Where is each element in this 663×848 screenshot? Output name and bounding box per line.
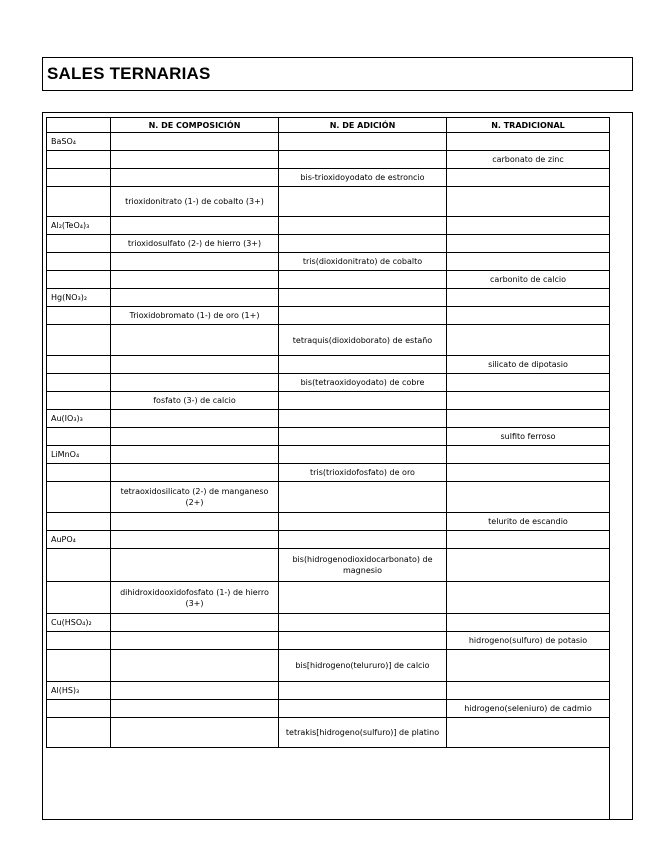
cell-adicion xyxy=(279,289,447,307)
table-row xyxy=(47,289,610,307)
table-row xyxy=(47,356,610,374)
cell-adicion: tris(trioxidofosfato) de oro xyxy=(279,464,447,482)
cell-formula xyxy=(47,428,111,446)
cell-formula xyxy=(47,187,111,217)
cell-composicion xyxy=(111,325,279,356)
cell-composicion: tetraoxidosilicato (2-) de manganeso (2+) xyxy=(111,482,279,513)
table-row xyxy=(47,446,610,464)
cell-formula xyxy=(47,307,111,325)
cell-tradicional xyxy=(447,325,610,356)
cell-composicion: dihidroxidooxidofosfato (1-) de hierro (3+) xyxy=(111,582,279,614)
table-row xyxy=(47,513,610,531)
cell-adicion: bis-trioxidoyodato de estroncio xyxy=(279,169,447,187)
frame-divider-line xyxy=(609,117,610,820)
cell-tradicional xyxy=(447,614,610,632)
header-composicion: N. DE COMPOSICIÓN xyxy=(111,118,279,133)
cell-tradicional xyxy=(447,253,610,271)
header-formula xyxy=(47,118,111,133)
cell-formula xyxy=(47,253,111,271)
cell-tradicional xyxy=(447,187,610,217)
cell-formula: Au(IO₃)₃ xyxy=(47,410,111,428)
cell-adicion xyxy=(279,356,447,374)
cell-composicion: trioxidonitrato (1-) de cobalto (3+) xyxy=(111,187,279,217)
cell-tradicional xyxy=(447,446,610,464)
cell-adicion xyxy=(279,428,447,446)
table-row xyxy=(47,531,610,549)
table-row xyxy=(47,428,610,446)
cell-formula: Al₂(TeO₄)₃ xyxy=(47,217,111,235)
cell-tradicional xyxy=(447,374,610,392)
table-row xyxy=(47,307,610,325)
cell-composicion xyxy=(111,718,279,748)
cell-formula xyxy=(47,582,111,614)
cell-formula xyxy=(47,700,111,718)
cell-formula xyxy=(47,235,111,253)
table-row xyxy=(47,325,610,356)
cell-composicion xyxy=(111,614,279,632)
cell-formula xyxy=(47,325,111,356)
cell-composicion xyxy=(111,289,279,307)
cell-tradicional xyxy=(447,531,610,549)
cell-composicion xyxy=(111,133,279,151)
cell-composicion xyxy=(111,271,279,289)
table-row xyxy=(47,582,610,614)
cell-composicion xyxy=(111,513,279,531)
cell-adicion xyxy=(279,614,447,632)
cell-composicion xyxy=(111,650,279,682)
table-row xyxy=(47,718,610,748)
cell-adicion: tetrakis[hidrogeno(sulfuro)] de platino xyxy=(279,718,447,748)
cell-formula xyxy=(47,151,111,169)
table-row xyxy=(47,464,610,482)
cell-formula xyxy=(47,718,111,748)
cell-adicion: bis(tetraoxidoyodato) de cobre xyxy=(279,374,447,392)
cell-formula xyxy=(47,482,111,513)
cell-adicion: bis(hidrogenodioxidocarbonato) de magnesio xyxy=(279,549,447,582)
table-row xyxy=(47,133,610,151)
cell-adicion xyxy=(279,235,447,253)
table-row xyxy=(47,217,610,235)
cell-formula xyxy=(47,374,111,392)
cell-tradicional xyxy=(447,682,610,700)
cell-adicion: tetraquis(dioxidoborato) de estaño xyxy=(279,325,447,356)
cell-tradicional xyxy=(447,307,610,325)
cell-formula xyxy=(47,464,111,482)
cell-adicion xyxy=(279,513,447,531)
cell-formula: Al(HS)₃ xyxy=(47,682,111,700)
salts-table xyxy=(46,117,610,748)
cell-formula xyxy=(47,549,111,582)
table-frame xyxy=(42,112,633,820)
cell-tradicional xyxy=(447,289,610,307)
table-header-row xyxy=(47,118,610,133)
cell-composicion xyxy=(111,632,279,650)
header-adicion: N. DE ADICIÓN xyxy=(279,118,447,133)
cell-composicion xyxy=(111,374,279,392)
cell-formula: AuPO₄ xyxy=(47,531,111,549)
cell-composicion xyxy=(111,682,279,700)
cell-tradicional xyxy=(447,549,610,582)
cell-tradicional xyxy=(447,582,610,614)
table-row xyxy=(47,187,610,217)
table-row xyxy=(47,271,610,289)
cell-composicion: trioxidosulfato (2-) de hierro (3+) xyxy=(111,235,279,253)
header-tradicional: N. TRADICIONAL xyxy=(447,118,610,133)
table-row xyxy=(47,392,610,410)
cell-formula xyxy=(47,632,111,650)
table-row xyxy=(47,482,610,513)
cell-tradicional: silicato de dipotasio xyxy=(447,356,610,374)
cell-tradicional xyxy=(447,410,610,428)
cell-composicion xyxy=(111,531,279,549)
cell-formula: LiMnO₄ xyxy=(47,446,111,464)
title-box xyxy=(42,57,633,91)
cell-tradicional xyxy=(447,650,610,682)
cell-adicion xyxy=(279,217,447,235)
cell-tradicional xyxy=(447,133,610,151)
cell-tradicional: sulfito ferroso xyxy=(447,428,610,446)
cell-composicion xyxy=(111,253,279,271)
cell-composicion xyxy=(111,428,279,446)
table-row xyxy=(47,410,610,428)
cell-adicion xyxy=(279,700,447,718)
cell-composicion xyxy=(111,549,279,582)
cell-adicion xyxy=(279,632,447,650)
cell-tradicional xyxy=(447,169,610,187)
cell-adicion xyxy=(279,133,447,151)
cell-composicion xyxy=(111,151,279,169)
table-row xyxy=(47,632,610,650)
cell-tradicional: carbonato de zinc xyxy=(447,151,610,169)
page-title: SALES TERNARIAS xyxy=(47,64,211,83)
cell-adicion xyxy=(279,151,447,169)
cell-composicion xyxy=(111,464,279,482)
cell-adicion xyxy=(279,392,447,410)
table-row xyxy=(47,650,610,682)
table-row xyxy=(47,253,610,271)
table-body xyxy=(47,133,610,748)
cell-formula: Hg(NO₃)₂ xyxy=(47,289,111,307)
table-row xyxy=(47,549,610,582)
cell-adicion xyxy=(279,682,447,700)
cell-tradicional xyxy=(447,482,610,513)
cell-adicion xyxy=(279,582,447,614)
cell-adicion xyxy=(279,271,447,289)
cell-formula xyxy=(47,169,111,187)
table-row xyxy=(47,614,610,632)
cell-formula xyxy=(47,392,111,410)
cell-adicion xyxy=(279,307,447,325)
cell-formula xyxy=(47,271,111,289)
table-row xyxy=(47,374,610,392)
cell-composicion: Trioxidobromato (1-) de oro (1+) xyxy=(111,307,279,325)
cell-adicion xyxy=(279,482,447,513)
cell-tradicional xyxy=(447,217,610,235)
table-row xyxy=(47,700,610,718)
cell-tradicional: carbonito de calcio xyxy=(447,271,610,289)
cell-adicion xyxy=(279,446,447,464)
cell-tradicional: hidrogeno(sulfuro) de potasio xyxy=(447,632,610,650)
cell-tradicional xyxy=(447,718,610,748)
cell-composicion xyxy=(111,700,279,718)
cell-adicion xyxy=(279,531,447,549)
cell-tradicional: hidrogeno(seleniuro) de cadmio xyxy=(447,700,610,718)
cell-formula xyxy=(47,513,111,531)
cell-tradicional xyxy=(447,464,610,482)
table-row xyxy=(47,151,610,169)
cell-composicion xyxy=(111,446,279,464)
cell-formula: BaSO₄ xyxy=(47,133,111,151)
cell-tradicional xyxy=(447,392,610,410)
table-row xyxy=(47,235,610,253)
table-row xyxy=(47,169,610,187)
cell-adicion: bis[hidrogeno(telururo)] de calcio xyxy=(279,650,447,682)
cell-formula xyxy=(47,650,111,682)
cell-formula: Cu(HSO₄)₂ xyxy=(47,614,111,632)
cell-adicion xyxy=(279,410,447,428)
cell-tradicional: telurito de escandio xyxy=(447,513,610,531)
cell-composicion: fosfato (3-) de calcio xyxy=(111,392,279,410)
cell-adicion xyxy=(279,187,447,217)
cell-adicion: tris(dioxidonitrato) de cobalto xyxy=(279,253,447,271)
table-row xyxy=(47,682,610,700)
cell-formula xyxy=(47,356,111,374)
cell-tradicional xyxy=(447,235,610,253)
cell-composicion xyxy=(111,410,279,428)
cell-composicion xyxy=(111,169,279,187)
cell-composicion xyxy=(111,356,279,374)
cell-composicion xyxy=(111,217,279,235)
